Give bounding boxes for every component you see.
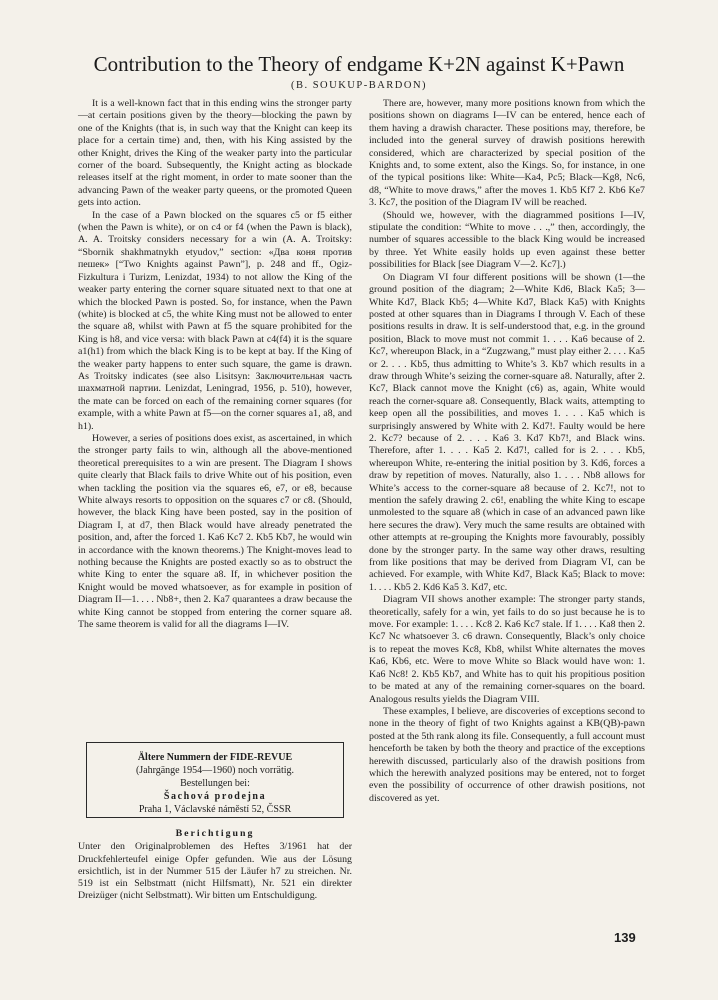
errata-heading: Berichtigung (175, 828, 255, 839)
advert-heading: Ältere Nummern der FIDE-REVUE (137, 752, 293, 763)
right-column (369, 98, 645, 805)
page-number: 139 (614, 930, 636, 945)
left-column (78, 98, 352, 631)
paragraph: On Diagram VI four different positions will be shown (1—the ground position of the diagram; 2—White Kd6, Black Ka5; 3—White Kd7, Black Kb5; 4—White Kd7, Black Ka5) with Knights posted at other squares than in Diagrams I through V. Each of these positions results in draw. It is self-understood that, e.g. in the ground position, Black to move must not commit 1. . . . Ka6 because of 2. Kc7, whereupon Black, in a “Zugzwang,” must play either 2. . . . Ka5 or 2. . . . Kb5, thus admitting to White’s 3. Kb7 which results in a draw through White’s seizing the corner-square a8. Naturally, after 2. Kc7, Black cannot move the Knight (c6) as, again, White would reach the corner-square a8. Consequently, Black waits, attempting to keep open all the possibilities, and moves 1. . . . Ka5 which is surprisingly answered by White with 2. Kd7!. Faulty would be here 2. Kc7? because of 2. . . . Ka6 3. Kd7 Kb7!, and Black wins. Therefore, after 1. . . . Ka5 2. Kd7!, called for is 2. . . . Kb5, whereupon White, re-entering the initial position by 3. Kd6, forces a draw by repetition of moves. Naturally, also 1. . . . Nb8 allows for White’s access to the corner-square a8 because of 2. Kc7!, not to mention the safely drawing 2. c6!, enabling the white King to escape unmolested to the square a8 (which in case of an advanced pawn like here secures the draw). Very much the same results are obtained with other attempts at re-grouping the Knights more favourably, possibly done by the stronger party. In the same way other draws, resulting from like positions that may be derived from Diagram VI, can be achieved. For example, with White Kd7, Black Ka5; Black to move: 1. . . . Kb5 2. Kd6 Ka5 3. Kd7, etc. (369, 271, 645, 593)
errata-text: Unter den Originalproblemen des Heftes 3/1961 hat der Druckfehlerteufel einige Opfer gefunden. Wie aus der Lösung ersichtlich, ist in der Nummer 515 der Läufer h7 zu streichen. Nr. 519 ist ein Selbstmatt (nicht Hilfsmatt), Nr. 521 ein direkter Dreizüger (nicht Selbstmatt). Wir bitten um Entschuldigung. (78, 841, 352, 902)
paragraph: In the case of a Pawn blocked on the squares c5 or f5 either (when the Pawn is white), or on c4 or f4 (when the Pawn is black), A. A. Troitsky considers necessary for a win (A. A. Troitsky: “Sbornik shakhmatnykh etyudov,” section: «Два коня против пешек» [“Two Knights against Pawn”], p. 248 and ff., Ogiz-Fizkultura i Turizm, Lenizdat, 1934) to not allow the King of the weaker party entering the corner square situated next to that one at which the blocked Pawn is posted. So, for instance, when the Pawn (white) is blocked at c5, the white King must not be allowed to enter the square a8, whilst with Pawn at f5 the square prohibited for the King is h8, and vice versa: with black Pawn at c4(f4) it is the square a1(h1) from which the black King is to be kept at bay. If the King of the weaker party happens to enter such square, the game is drawn. As Troitsky indicates (see also Lisitsyn: Заключительная часть шахматной партии. Lenizdat, Leningrad, 1956, p. 510), however, the mate can be forced on each of the remaining corner squares (for example, with a white Pawn at f5—on the corner squares a1, a8, and h1). (78, 209, 352, 432)
article-author: (B. SOUKUP-BARDON) (290, 80, 428, 91)
advert-shop: Šachová prodejna (163, 791, 267, 802)
paragraph: Diagram VII shows another example: The stronger party stands, theoretically, safely for a win, yet fails to do so just because he is to move. For example: 1. . . . Kc8 2. Ka6 Kc7 stale. If 1. . . . Ka8 then 2. Kc7 Nc whatsoever 3. c6 drawn. Consequently, Black’s only choice is to repeat the moves Kc8, Kb8, whilst White alternates the moves Ka6, Kb6, etc. Were to move White so Black would have won: 1. Ka6 Nc8! 2. Kb5 Kb7, and White has to quit his propitious position to be mated at any of the remaining corner-squares on the board. Analogous results yields the Diagram VIII. (369, 594, 645, 705)
advert-years: (Jahrgänge 1954—1960) noch vorrätig. (135, 765, 295, 776)
paragraph: (Should we, however, with the diagrammed positions I—IV, stipulate the condition: “White to move . . .,” then, accordingly, the number of squares accessible to the black King would be increased by three. Yet White easily holds up even against these better possibilities for Black [see Diagram V—2. Kc7].) (369, 209, 645, 271)
errata-section (78, 828, 352, 903)
paragraph: There are, however, many more positions known from which the positions shown on diagrams I—IV can be entered, hence each of them having a drawish character. These positions may, therefore, be included into the general survey of drawish positions herewith considered, which are characterized by special position of the Knights and, to some extent, also the Kings. So, for instance, in one of the typical positions like: White—Ka4, Pc5; Black—Kg8, Nc6, d8, “White to move draws,” after the moves 1. Kb5 Kf7 2. Kb6 Ke7 3. Kc7, the position of the Diagram IV will be reached. (369, 98, 645, 209)
advert-address: Praha 1, Václavské náměstí 52, ČSSR (138, 804, 292, 815)
advert-orders: Bestellungen bei: (180, 778, 250, 789)
paragraph: However, a series of positions does exist, as ascertained, in which the stronger party fails to win, although all the above-mentioned theoretical prerequisites to a win are present. The Diagram I shows quite clearly that Black fails to drive White out of his position, even when tackling the position via the squares e6, e7, or e8, because White always resorts to opposition on the squares c7 or c8. (Should, however, the black King have been posted, say in the position of Diagram I, at d7, then Black would have already penetrated the position, and, after the forced 1. Ka6 Kc7 2. Kb5 Kb7, he would win in accordance with the known theorems.) The Knight-moves lead to nothing because the Knights are posted exactly so as to obstruct the white King to enter the square a8. If, in whichever position the Knight would be moved whatsoever, as for example in position of Diagram II—1. . . . Nb8+, then 2. Ka7 quarantees a draw because the white King cannot be stopped from entering the corner square a8. The same theorem is valid for all the diagrams I—IV. (78, 432, 352, 631)
article-title: Contribution to the Theory of endgame K+2N against K+Pawn (93, 52, 625, 76)
paragraph: It is a well-known fact that in this ending wins the stronger party—at certain positions given by the theory—blocking the pawn by one of the Knights (that is, in such way that the Knight can keep its place for a certain time) and, then, with his King assisted by the other Knight, drives the King of the weaker party into the particular corner of the board. Subsequently, the Knight acting as blockade releases itself at the right moment, in order to mate sooner than the advancing Pawn of the weaker party queens, or the promoted Queen gets into action. (78, 98, 352, 209)
advertisement-box (86, 742, 344, 818)
paragraph: These examples, I believe, are discoveries of exceptions second to none in the theory of fight of two Knights against a KB(QB)-pawn posted at the 5th rank along its file. Consequently, a full account must henceforth be taken by both the theory and practice of the exceptions herewith discussed, particularly also of the drawish positions from which the herewith analyzed positions may be entered, not to forget even the possibility of occurrence of other drawish positions, not discovered as yet. (369, 705, 645, 804)
